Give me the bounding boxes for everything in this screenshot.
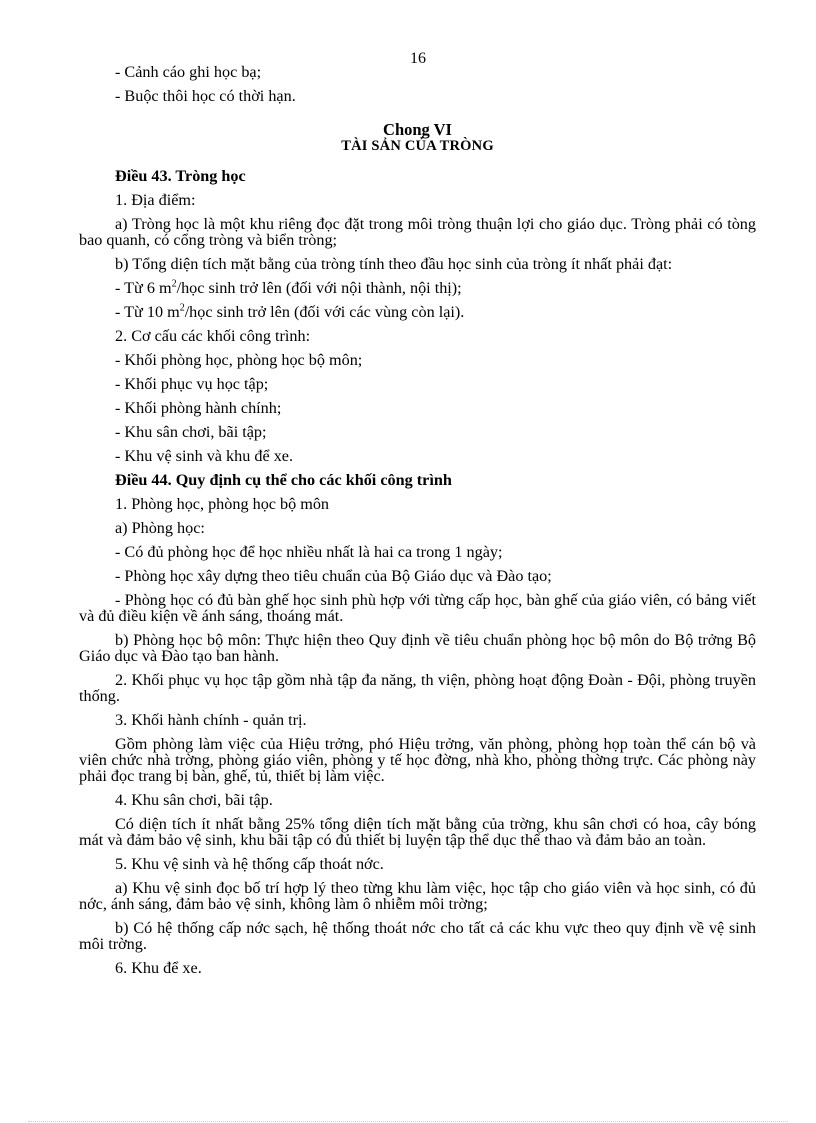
list-item: - Khối phòng học, phòng học bộ môn;	[115, 351, 363, 369]
paragraph: 1. Địa điểm:	[115, 191, 196, 209]
paragraph: 2. Cơ cấu các khối công trình:	[115, 327, 311, 345]
paragraph: 4. Khu sân chơi, bãi tập.	[115, 791, 273, 809]
text-span: - Từ 10 m	[115, 303, 180, 321]
paragraph: a) Phòng học:	[115, 519, 205, 537]
list-item: - Khu sân chơi, bãi tập;	[115, 423, 267, 441]
list-item: - Khu vệ sinh và khu để xe.	[115, 447, 294, 465]
list-item: - Khối phòng hành chính;	[115, 399, 282, 417]
article-heading: Điều 43. Tròng học	[115, 167, 246, 185]
chapter-title: TÀI SẢN CỦA TRÒNG	[341, 138, 494, 154]
paragraph: a) Tròng học là một khu riêng đọc đặt trong môi tròng thuận lợi cho giáo dục. Tròng phải có tòng bao quanh, có cổng tròng và biển tròng;	[79, 215, 756, 249]
page-number: 16	[410, 50, 426, 67]
paragraph: b) Phòng học bộ môn: Thực hiện theo Quy định về tiêu chuẩn phòng học bộ môn do Bộ trởng Bộ Giáo dục và Đào tạo ban hành.	[79, 631, 756, 665]
paragraph: a) Khu vệ sinh đọc bố trí hợp lý theo từng khu làm việc, học tập cho giáo viên và học sinh, có đủ nớc, ánh sáng, đảm bảo vệ sinh, không làm ô nhiễm môi trờng;	[79, 879, 756, 913]
paragraph: Gồm phòng làm việc của Hiệu trởng, phó Hiệu trởng, văn phòng, phòng họp toàn thể cán bộ và viên chức nhà trờng, phòng giáo viên, phòng y tế học đờng, nhà kho, phòng thờng trực. Các phòng này phải đọc trang bị bàn, ghế, tủ, thiết bị làm việc.	[79, 735, 756, 785]
paragraph: 2. Khối phục vụ học tập gồm nhà tập đa năng, th viện, phòng hoạt động Đoàn - Đội, phòng truyền thống.	[79, 671, 756, 705]
paragraph: 1. Phòng học, phòng học bộ môn	[115, 495, 330, 513]
page-content	[79, 64, 756, 976]
paragraph: 3. Khối hành chính - quản trị.	[115, 711, 307, 729]
list-item: - Phòng học xây dựng theo tiêu chuẩn của Bộ Giáo dục và Đào tạo;	[115, 567, 552, 585]
text-span: /học sinh trở lên (đối với nội thành, nội thị);	[176, 279, 462, 297]
text-span: - Từ 6 m	[115, 279, 172, 297]
paragraph: b) Tổng diện tích mặt bằng của tròng tính theo đầu học sinh của tròng ít nhất phải đạt:	[115, 255, 673, 273]
article-heading: Điều 44. Quy định cụ thể cho các khối công trình	[115, 471, 452, 489]
list-item: - Cảnh cáo ghi học bạ;	[115, 63, 262, 81]
superscript: 2	[179, 302, 185, 314]
chapter-heading: Chong VI	[383, 120, 452, 139]
paragraph: 5. Khu vệ sinh và hệ thống cấp thoát nớc.	[115, 855, 384, 873]
paragraph: 6. Khu để xe.	[115, 959, 202, 977]
superscript: 2	[171, 278, 177, 290]
list-item	[79, 304, 756, 320]
text-span: /học sinh trở lên (đối với các vùng còn lại).	[184, 303, 465, 321]
list-item	[79, 280, 756, 296]
paragraph: b) Có hệ thống cấp nớc sạch, hệ thống thoát nớc cho tất cả các khu vực theo quy định về vệ sinh môi trờng.	[79, 919, 756, 953]
page-bottom-border	[28, 1121, 788, 1122]
list-item: - Buộc thôi học có thời hạn.	[115, 87, 296, 105]
paragraph: Có diện tích ít nhất bằng 25% tổng diện tích mặt bằng của trờng, khu sân chơi có hoa, cây bóng mát và đảm bảo vệ sinh, khu bãi tập có đủ thiết bị luyện tập thể dục thể thao và đảm bảo an toàn.	[79, 815, 756, 849]
list-item: - Phòng học có đủ bàn ghế học sinh phù hợp với từng cấp học, bàn ghế của giáo viên, có bảng viết và đủ điều kiện về ánh sáng, thoáng mát.	[79, 591, 756, 625]
list-item: - Khối phục vụ học tập;	[115, 375, 269, 393]
list-item: - Có đủ phòng học để học nhiều nhất là hai ca trong 1 ngày;	[115, 543, 503, 561]
